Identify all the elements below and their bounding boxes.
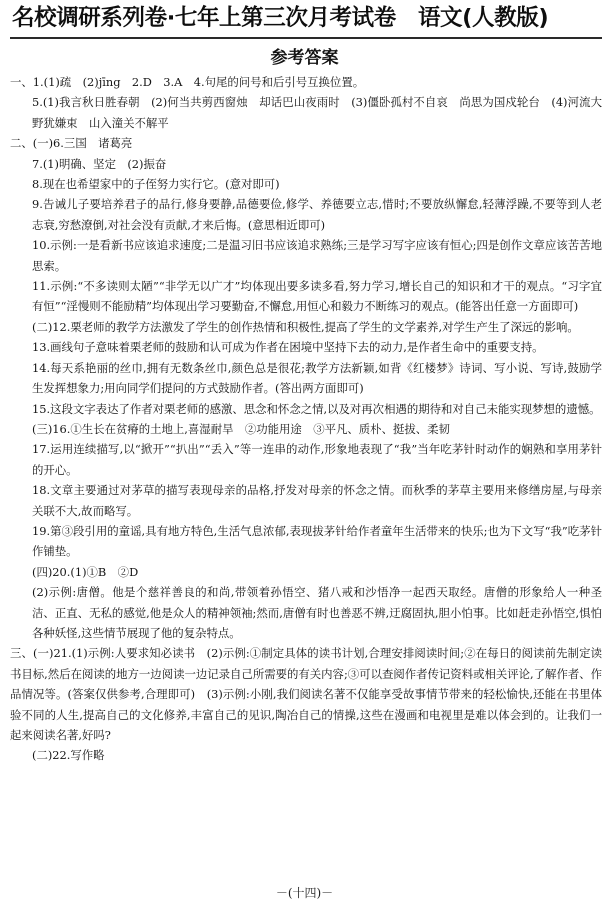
answer-paragraph: (二)22.写作略 bbox=[32, 748, 105, 763]
answer-paragraph: 7.(1)明确、坚定 (2)振奋 bbox=[32, 156, 167, 171]
page-number: －(十四)－ bbox=[275, 886, 334, 900]
answer-paragraph: (二)12.栗老师的教学方法激发了学生的创作热情和积极性,提高了学生的文学素养,对学生产生了深远的影响。 bbox=[32, 319, 579, 334]
answer-paragraph: (四)20.(1)①B ②D bbox=[32, 564, 139, 579]
answer-paragraph: 一、1.(1)疏 (2)jīng 2.D 3.A 4.句尾的问号和后引号互换位置。 bbox=[10, 75, 365, 89]
answer-paragraph: 10.示例:一是看新书应该追求速度;二是温习旧书应该追求熟练;三是学习写字应该有恒心;四是创作文章应该苦苦地思索。 bbox=[32, 238, 602, 273]
answer-content bbox=[10, 72, 602, 882]
answer-paragraph: 18.文章主要通过对茅草的描写表现母亲的品格,抒发对母亲的怀念之情。而秋季的茅草主要用来修缮房屋,与母亲关联不大,故而略写。 bbox=[32, 483, 602, 518]
answer-paragraph: (2)示例:唐僧。他是个慈祥善良的和尚,带领着孙悟空、猪八戒和沙悟净一起西天取经。唐僧的形象给人一种圣洁、正直、无私的感觉,他是众人的精神领袖;然而,唐僧有时也善恶不辨,迂腐固执,胆小怕事。比如赶走孙悟空,惧怕各种妖怪,这些情节展现了他的复杂特点。 bbox=[32, 585, 602, 640]
answer-paragraph: 15.这段文字表达了作者对栗老师的感激、思念和怀念之情,以及对再次相遇的期待和对自己未能实现梦想的遗憾。 bbox=[32, 401, 601, 416]
answer-paragraph: 17.运用连续描写,以“掀开”“扒出”“丢入”等一连串的动作,形象地表现了“我”当年吃茅针时动作的娴熟和享用茅针的开心。 bbox=[32, 442, 602, 477]
answer-paragraph: 11.示例:“不多读则太陋”“非学无以广才”均体现出要多读多看,努力学习,增长自己的知识和才干的观点。“习字宜有恒”“淫慢则不能励精”均体现出学习要勤奋,不懈怠,用恒心和毅力不断练习的观点。(能答出任意一方面即可) bbox=[32, 279, 602, 314]
answer-paragraph: 14.每天系艳丽的丝巾,拥有无数条丝巾,颜色总是很花;教学方法新颖,如背《红楼梦》诗词、写小说、写诗,鼓励学生发挥想象力;用向同学们提问的方式鼓励作者。(答出两方面即可) bbox=[32, 360, 602, 396]
answer-paragraph: (三)16.①生长在贫瘠的土地上,喜湿耐旱 ②功能用途 ③平凡、质朴、挺拔、柔韧 bbox=[32, 421, 450, 436]
header-divider bbox=[10, 37, 602, 39]
answer-paragraph: 三、(一)21.(1)示例:人要求知必读书 (2)示例:①制定具体的读书计划,合理安排阅读时间;②在每日的阅读前先制定读书目标,然后在阅读的地方一边阅读一边记录自己所需要的有关内容;③可以查阅作者传记资料或相关评论,了解作者、作品情况等。(答案仅供参考,合理即可) (3)示例:小刚,我们阅读名著不仅能享受故事情节带来的轻松愉快,还能在书里体验不同的人生,提高自己的文化修养,丰富自己的见识,陶冶自己的情操,这些在漫画和电视里是难以体会到的。让我们一起来阅读名著,好吗? bbox=[10, 646, 603, 742]
exam-title: 名校调研系列卷·七年上第三次月考试卷 语文(人教版) bbox=[12, 5, 549, 31]
answer-paragraph: 8.现在也希望家中的子侄努力实行它。(意对即可) bbox=[32, 177, 280, 192]
answer-paragraph: 19.第③段引用的童谣,具有地方特色,生活气息浓郁,表现拔茅针给作者童年生活带来的快乐;也为下文写“我”吃茅针作铺垫。 bbox=[32, 523, 602, 559]
answer-paragraph: 5.(1)我言秋日胜春朝 (2)何当共剪西窗烛 却话巴山夜雨时 (3)僵卧孤村不自哀 尚思为国戍轮台 (4)河流大野犹嫌束 山入潼关不解平 bbox=[32, 95, 602, 130]
answer-paragraph: 13.画线句子意味着栗老师的鼓励和认可成为作者在困境中坚持下去的动力,是作者生命中的重要支持。 bbox=[32, 340, 544, 355]
answer-paragraph: 二、(一)6.三国 诸葛亮 bbox=[10, 136, 133, 151]
answer-key-heading: 参考答案 bbox=[270, 48, 339, 68]
answer-paragraph: 9.告诫儿子要培养君子的品行,修身要静,品德要俭,修学、养德要立志,惜时;不要放纵懈怠,轻薄浮躁,不要等到人老志衰,穷愁潦倒,对社会没有贡献,才来后悔。(意思相近即可) bbox=[32, 197, 602, 232]
